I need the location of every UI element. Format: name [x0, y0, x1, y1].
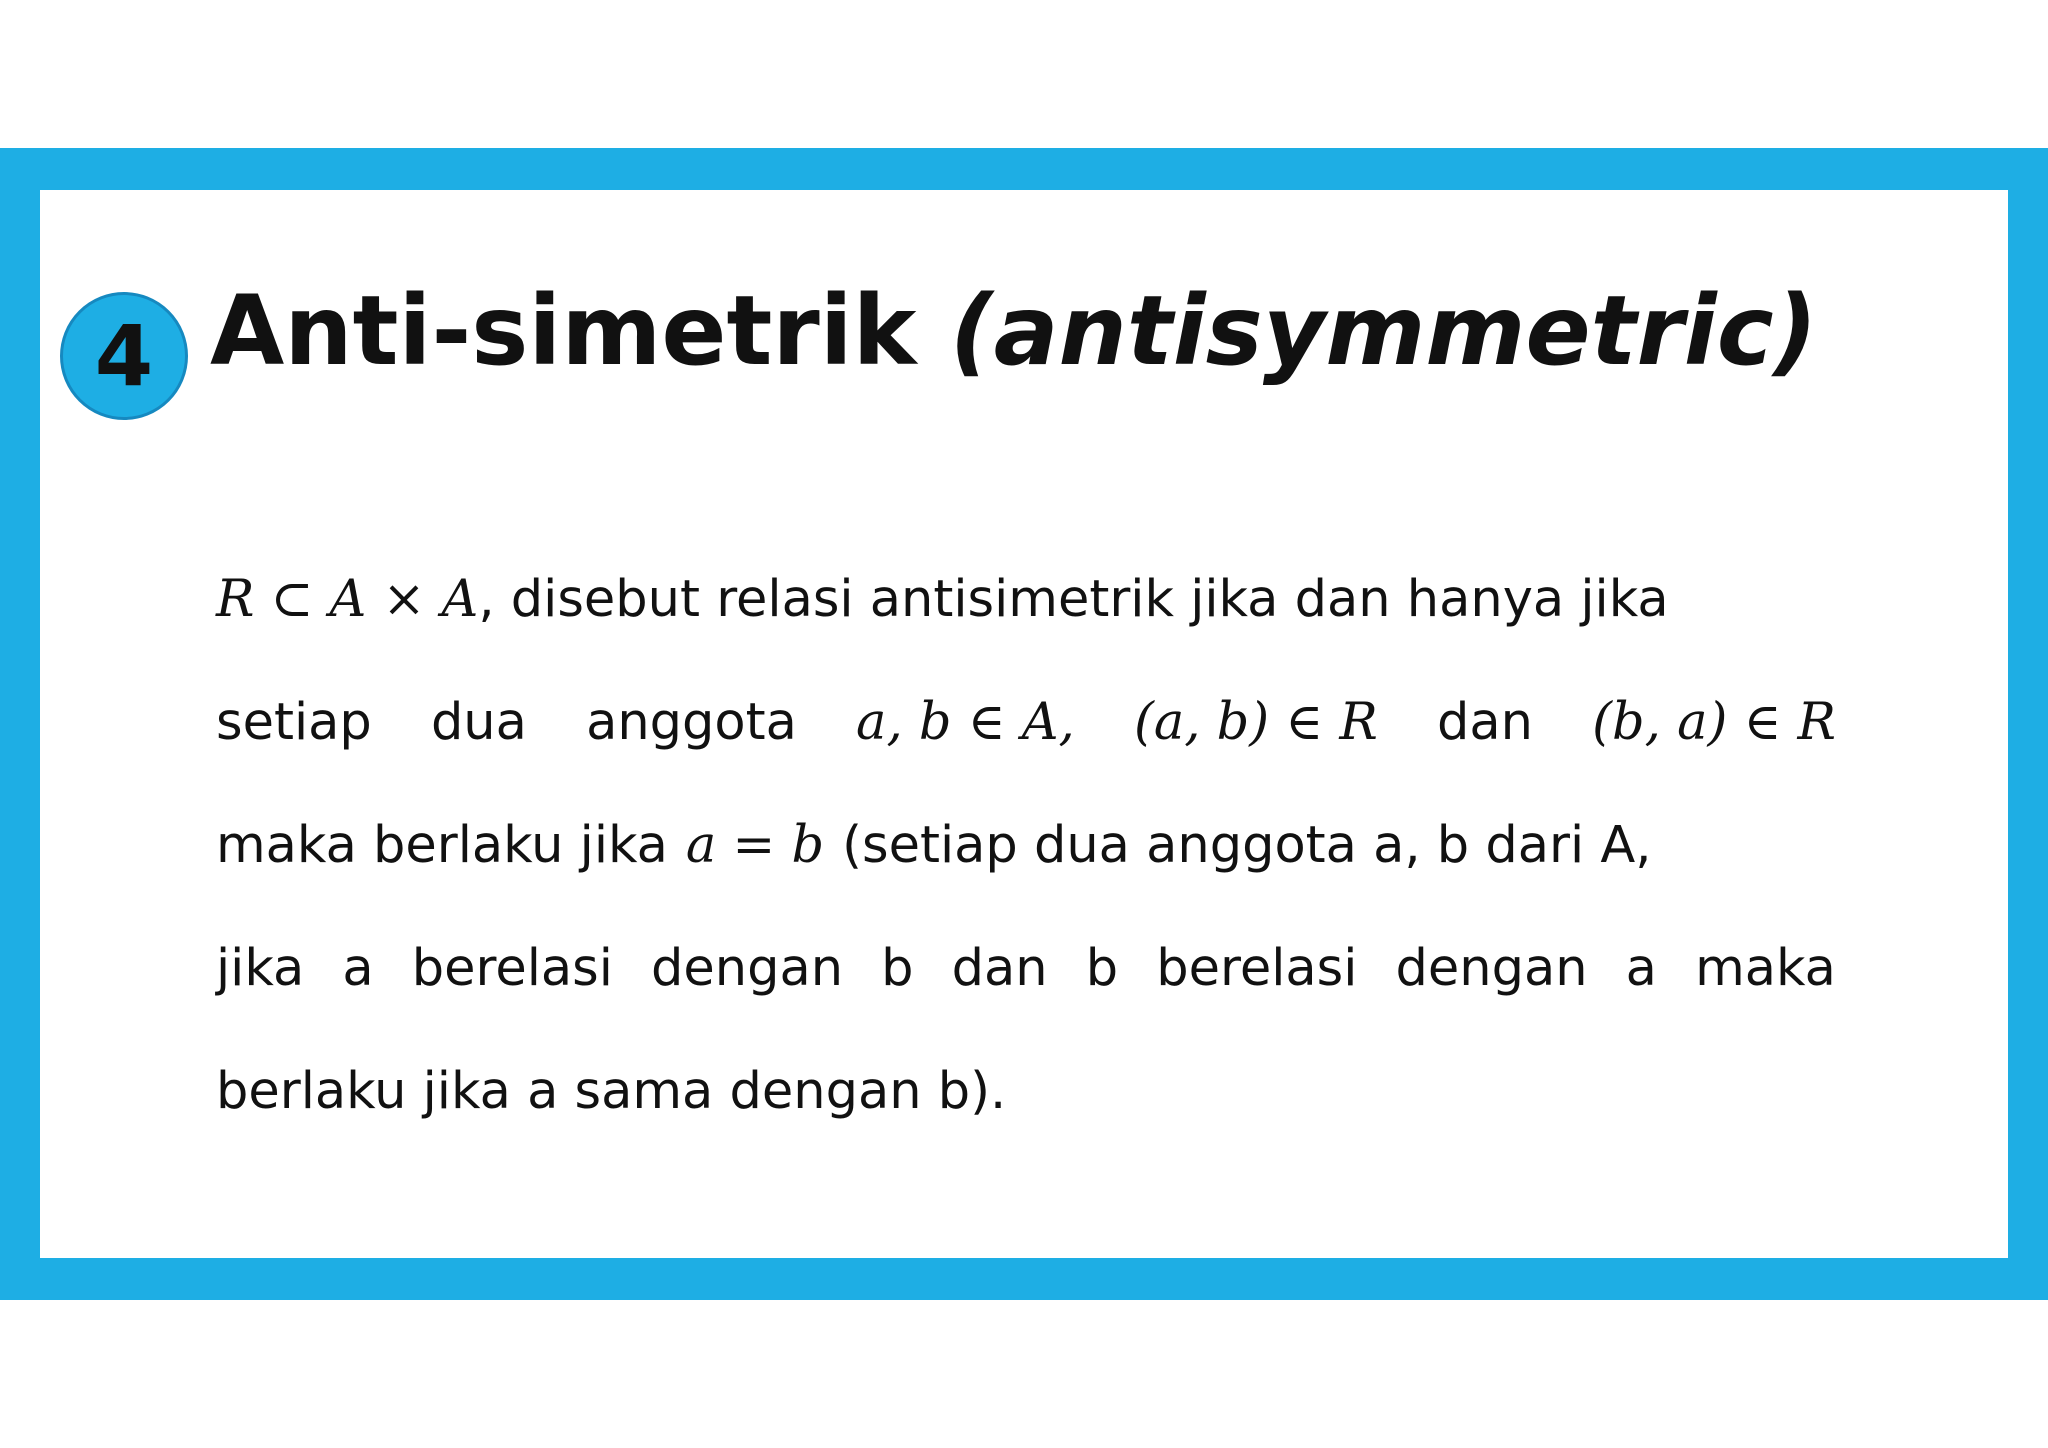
line4-word: b [1085, 939, 1119, 998]
section-number: 4 [94, 307, 154, 405]
line2-word: anggota [586, 693, 797, 752]
title-italic: (antisymmetric) [949, 275, 1818, 387]
line4-word: maka [1695, 939, 1836, 998]
slide-title [210, 274, 1817, 389]
section-number-badge [60, 292, 188, 420]
line2-word: dua [430, 693, 527, 752]
line3-text-start: maka berlaku jika [216, 816, 668, 875]
math-membership-ab: a, b ∈ A, [856, 693, 1075, 752]
line4-word: dengan [651, 939, 844, 998]
line4-word: dan [951, 939, 1048, 998]
definition-paragraph [216, 538, 1836, 1153]
line4-word: berelasi [1156, 939, 1358, 998]
definition-line-4 [216, 907, 1836, 1030]
definition-line-1 [216, 538, 1836, 661]
line1-text: , disebut relasi antisimetrik jika dan hanya jika [478, 570, 1669, 629]
title-main: Anti-simetrik [210, 275, 917, 387]
math-pair-ba-in-r: (b, a) ∈ R [1592, 693, 1836, 752]
line5-text: berlaku jika a sama dengan b). [216, 1062, 1007, 1121]
definition-line-5 [216, 1030, 1836, 1153]
math-pair-ab-in-r: (a, b) ∈ R [1133, 693, 1378, 752]
slide-frame [0, 148, 2048, 1300]
line4-word: berelasi [411, 939, 613, 998]
math-equality: a = b [685, 816, 825, 875]
line2-word: setiap [216, 693, 372, 752]
line2-word: dan [1436, 693, 1533, 752]
definition-line-3 [216, 784, 1836, 907]
line4-word: b [881, 939, 914, 998]
line4-word: a [342, 939, 374, 998]
line3-text-end: (setiap dua anggota a, b dari A, [842, 816, 1652, 875]
line4-word: dengan [1395, 939, 1588, 998]
line4-word: a [1625, 939, 1657, 998]
line4-word: jika [216, 939, 305, 998]
math-subset-expression: R ⊂ A × A [216, 570, 479, 629]
definition-line-2 [216, 661, 1836, 784]
slide-panel [40, 190, 2008, 1258]
